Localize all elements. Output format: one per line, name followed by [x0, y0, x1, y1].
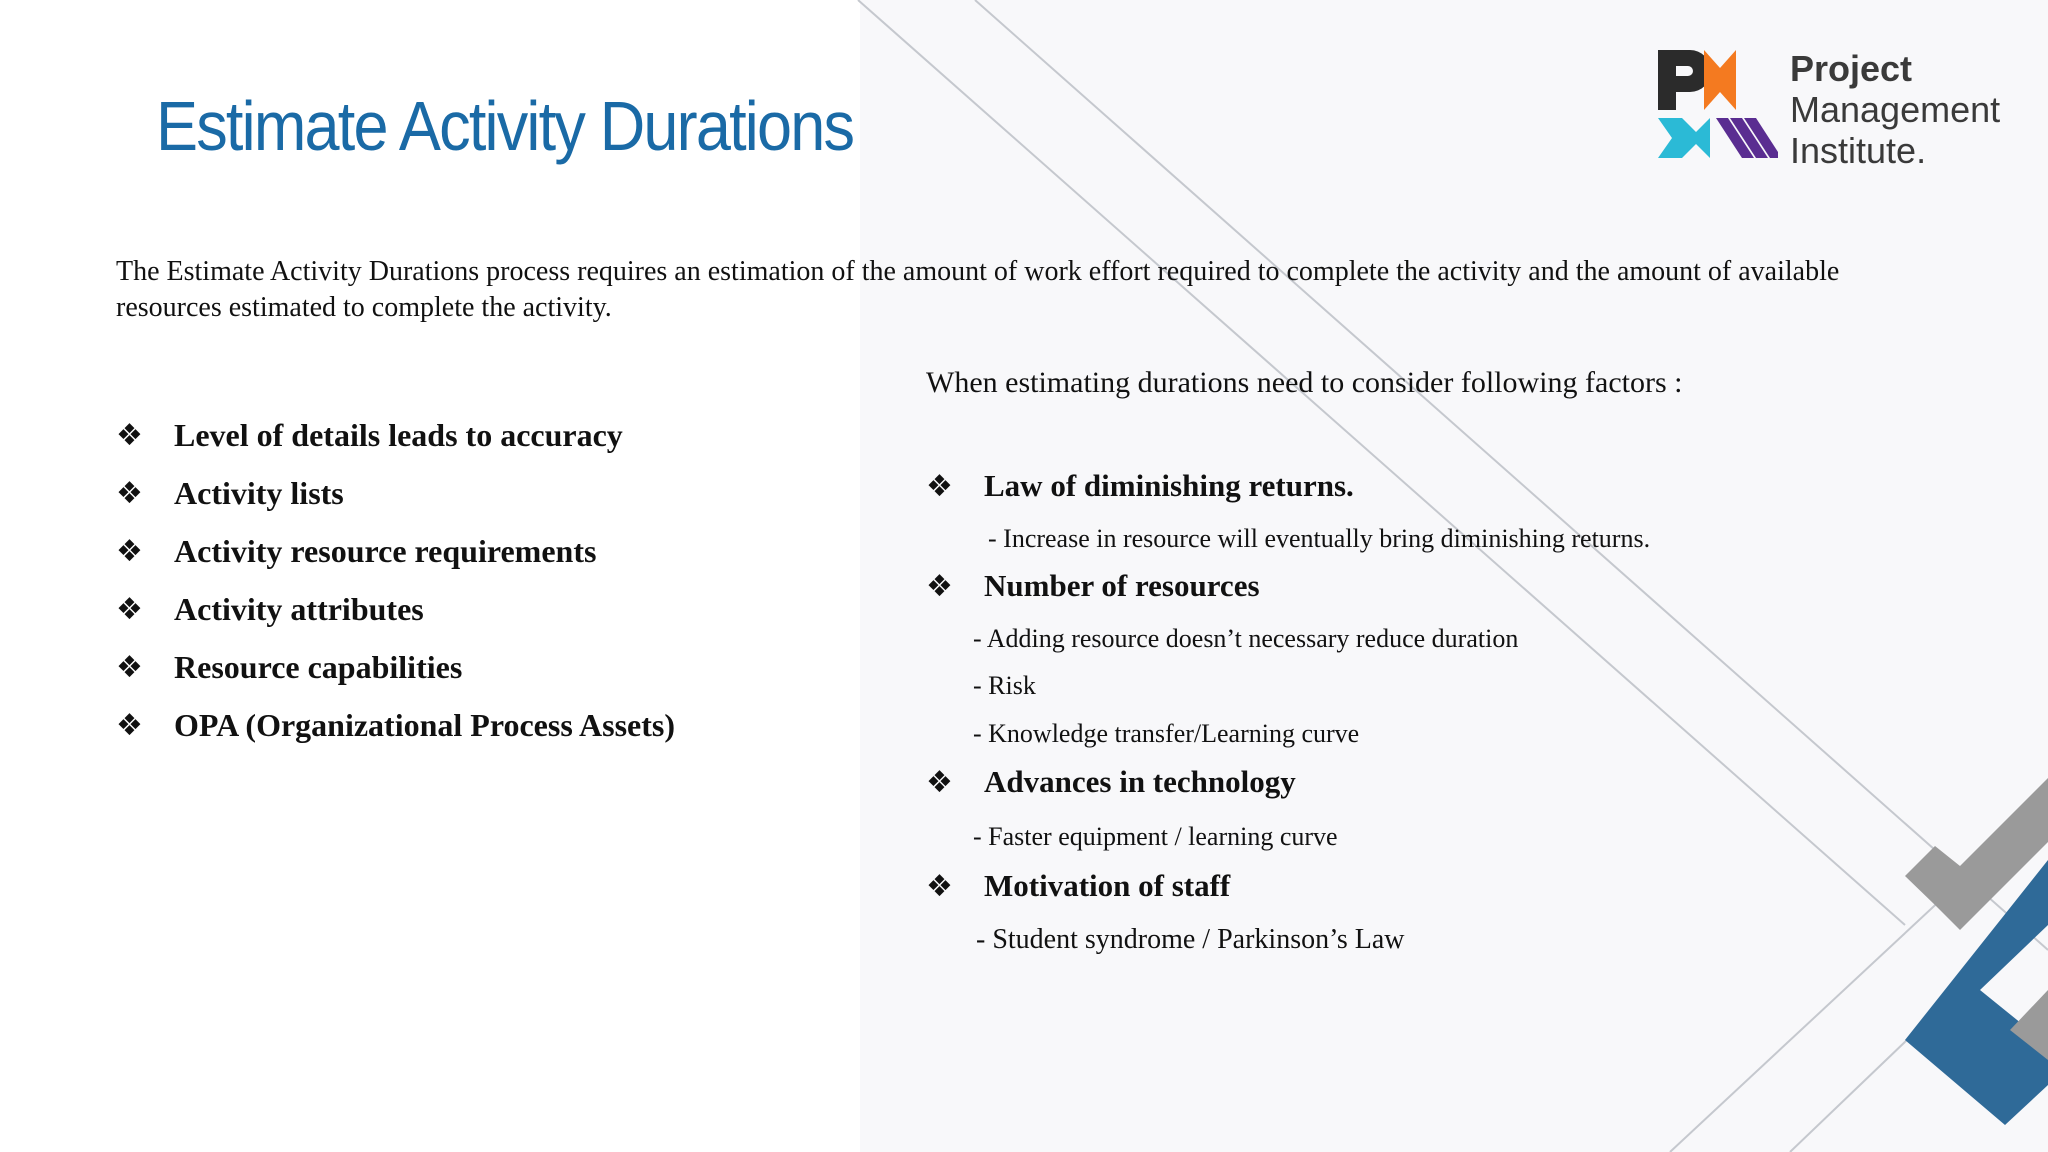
factor-detail: - Student syndrome / Parkinson’s Law	[976, 924, 1405, 955]
list-item	[116, 638, 675, 696]
diamond-bullet-icon: ❖	[926, 568, 953, 604]
list-item	[116, 522, 675, 580]
intro-paragraph: The Estimate Activity Durations process requires an estimation of the amount of work effort required to complete the activity and the amount of available resources estimated to complete the activity.	[116, 256, 1840, 323]
factor-detail: - Faster equipment / learning curve	[973, 822, 1338, 851]
diamond-bullet-icon: ❖	[116, 707, 143, 743]
factor-detail: - Knowledge transfer/Learning curve	[973, 719, 1360, 748]
factor-detail: - Increase in resource will eventually bring diminishing returns.	[988, 524, 1651, 553]
logo-text-line-1: Project	[1790, 48, 1913, 89]
diamond-bullet-icon: ❖	[116, 649, 143, 685]
pmi-logo	[1656, 48, 2036, 171]
list-item-label: Activity resource requirements	[174, 532, 597, 569]
list-item-label: Resource capabilities	[174, 648, 463, 685]
list-item	[116, 696, 675, 754]
diamond-bullet-icon: ❖	[116, 417, 143, 453]
list-item-label: Activity attributes	[174, 590, 424, 627]
factor-heading	[926, 764, 1296, 800]
factor-title: Motivation of staff	[984, 868, 1231, 903]
diamond-bullet-icon: ❖	[926, 868, 953, 904]
factor-title: Number of resources	[984, 568, 1260, 603]
list-item-label: OPA (Organizational Process Assets)	[174, 706, 675, 743]
list-item	[116, 580, 675, 638]
diamond-bullet-icon: ❖	[926, 764, 953, 800]
list-item	[116, 464, 675, 522]
page-title: Estimate Activity Durations	[156, 87, 854, 165]
diamond-bullet-icon: ❖	[926, 468, 953, 504]
pmi-logo-wordmark	[1790, 48, 2000, 171]
diamond-bullet-icon: ❖	[116, 475, 143, 511]
factor-heading	[926, 468, 1354, 504]
diamond-bullet-icon: ❖	[116, 591, 143, 627]
logo-text-line-3: Institute.	[1790, 130, 1927, 171]
factor-heading	[926, 568, 1260, 604]
diamond-bullet-icon: ❖	[116, 533, 143, 569]
left-bullet-list	[116, 406, 675, 754]
list-item	[116, 406, 675, 464]
list-item-label: Activity lists	[174, 474, 344, 511]
logo-text-line-2: Management	[1790, 89, 2001, 130]
factor-detail: - Adding resource doesn’t necessary reduce duration	[973, 624, 1519, 653]
pmi-logo-mark	[1656, 48, 1781, 160]
factors-heading: When estimating durations need to consider following factors :	[926, 366, 1683, 399]
factor-title: Law of diminishing returns.	[984, 468, 1354, 503]
factor-heading	[926, 868, 1230, 904]
factor-title: Advances in technology	[984, 764, 1296, 799]
list-item-label: Level of details leads to accuracy	[174, 416, 623, 453]
factor-detail: - Risk	[973, 671, 1036, 700]
